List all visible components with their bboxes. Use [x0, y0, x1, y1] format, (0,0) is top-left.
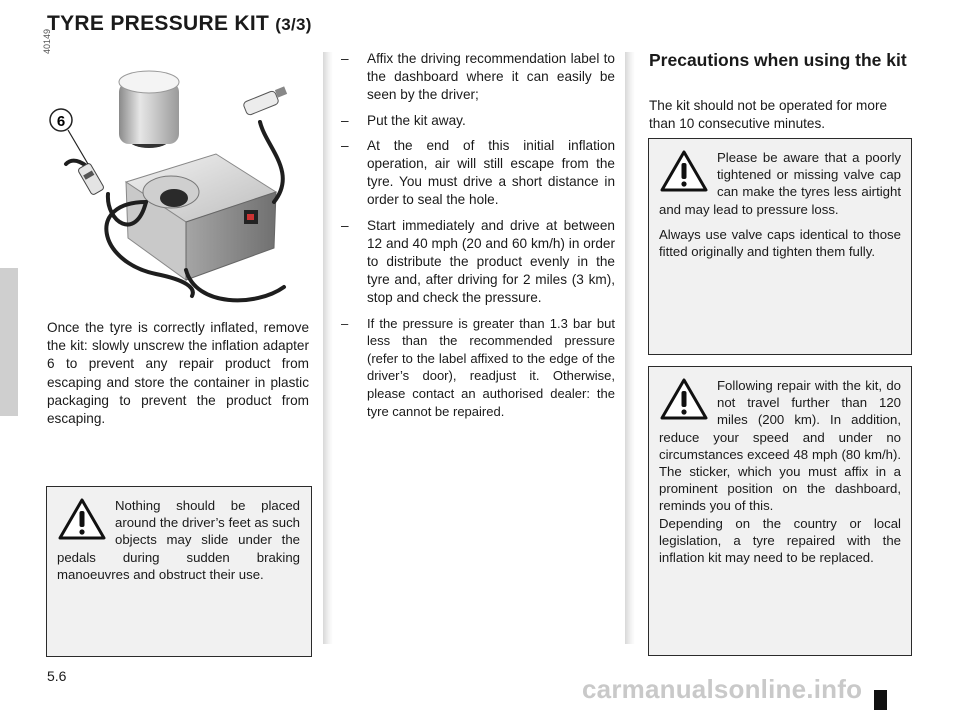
removal-paragraph: Once the tyre is correctly inflated, remove the kit: slowly unscrew the inflation adapter 6 to prevent any repair product from escaping and store the container in plastic packaging to prevent the product from escaping.	[47, 320, 309, 427]
list-item	[341, 217, 615, 308]
list-dash: –	[341, 315, 349, 331]
warning-text: Depending on the country or local legislation, a tyre repaired with the inflation kit may need to be replaced.	[659, 515, 901, 566]
title-text: TYRE PRESSURE KIT	[47, 12, 270, 35]
list-item-text: If the pressure is greater than 1.3 bar but less than the recommended pressure (refer to the label affixed to the edge of the driver’s door), readjust it. Otherwise, please contact an authorised dealer: the tyre cannot be repaired.	[367, 315, 615, 419]
compressor-box	[126, 154, 276, 280]
figure-code: 40149	[42, 28, 52, 54]
list-item-text: Put the kit away.	[367, 112, 466, 128]
warning-text: Please be aware that a poorly tightened or missing valve cap can make the tyres less airtight and may lead to pressure loss.	[659, 150, 901, 217]
inflation-adapter	[77, 163, 104, 196]
sealant-canister	[119, 71, 179, 148]
precautions-heading: Precautions when using the kit	[649, 50, 907, 70]
callout-number: 6	[56, 113, 66, 130]
list-item-text: Start immediately and drive at between 12 and 40 mph (20 and 60 km/h) in order to distribute the product evenly in the tyre and, after driving for 2 miles (3 km), stop and check the pressure.	[367, 217, 615, 306]
warning-text: Nothing should be placed around the driver’s feet as such objects may slide under the pedals during sudden braking manoeuvres and obstruct their use.	[57, 498, 300, 582]
list-item	[341, 315, 615, 421]
list-item-text: At the end of this initial inflation operation, air will still escape from the tyre. You must drive a short distance in order to seal the hole.	[367, 137, 615, 208]
warning-box-after-repair	[648, 366, 912, 656]
list-item	[341, 50, 615, 105]
warning-triangle-icon	[659, 149, 709, 193]
list-dash: –	[341, 137, 349, 153]
column-divider	[323, 52, 333, 644]
corner-mark	[874, 690, 887, 710]
page-number: 5.6	[47, 668, 67, 684]
list-dash: –	[341, 51, 349, 66]
warning-text: Always use valve caps identical to those fitted originally and tighten them fully.	[659, 226, 901, 260]
list-item-text: Affix the driving recommendation label to the dashboard where it can easily be seen by the driver;	[367, 51, 615, 103]
warning-box-valve-caps	[648, 138, 912, 355]
warning-box-pedals	[46, 486, 312, 657]
list-dash: –	[341, 217, 349, 233]
cigarette-lighter-plug	[243, 86, 288, 115]
list-dash: –	[341, 112, 349, 128]
page-title	[47, 12, 312, 36]
tyre-kit-illustration	[46, 52, 310, 314]
warning-text: Following repair with the kit, do not travel further than 120 miles (200 km). In addition, reduce your speed and under no circumstances exceed 48 mph (80 km/h). The sticker, which you must affix in a prominent position on the dashboard, reminds you of this.	[659, 378, 901, 514]
chapter-tab	[0, 268, 18, 416]
watermark: carmanualsonline.info	[582, 674, 863, 704]
warning-triangle-icon	[57, 497, 107, 541]
warning-triangle-icon	[659, 377, 709, 421]
column-divider	[625, 52, 635, 644]
list-item	[341, 137, 615, 210]
precautions-paragraph: The kit should not be operated for more than 10 consecutive minutes.	[649, 98, 888, 132]
list-item	[341, 112, 615, 130]
title-part: (3/3)	[275, 15, 312, 34]
procedure-list	[341, 50, 615, 427]
